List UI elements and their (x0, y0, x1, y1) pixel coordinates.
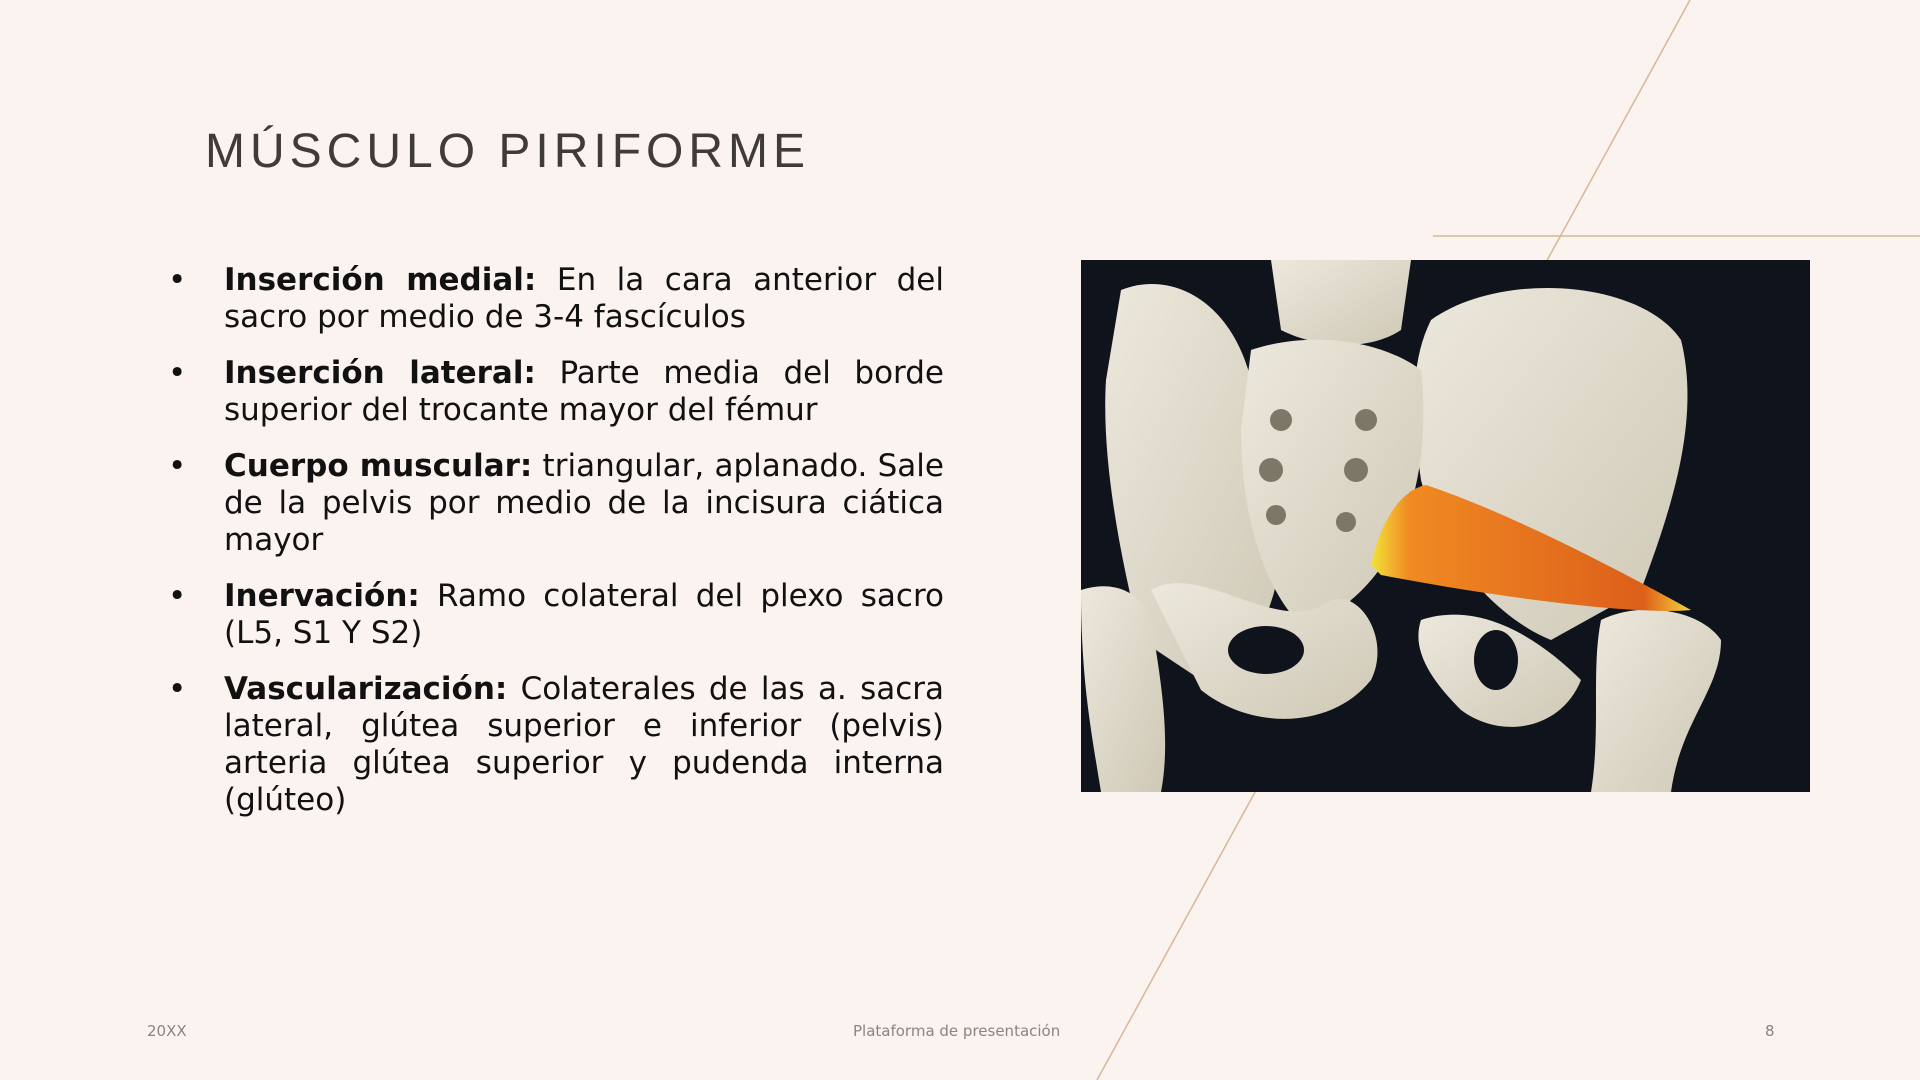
bullet-text: En la cara anterior del sacro por medio de 3-4 fascículos (224, 262, 944, 335)
bullet-text: Parte media del borde superior del trocante mayor del fémur (224, 355, 945, 428)
bullet-item-vascularizacion (168, 671, 944, 819)
footer-date: 20XX (147, 1022, 187, 1040)
pelvis-anatomy-image (1081, 260, 1810, 792)
bullet-term: Vascularización: (224, 671, 508, 707)
pelvis-illustration (1081, 260, 1810, 792)
footer-presentation-name: Plataforma de presentación (853, 1022, 1061, 1040)
bullet-item-inervacion (168, 578, 944, 652)
bullet-item-insercion-lateral (168, 355, 944, 429)
bullet-term: Inserción medial: (224, 262, 537, 298)
bullet-item-insercion-medial (168, 262, 944, 336)
bullet-list (168, 262, 944, 838)
bullet-icon: • (168, 671, 187, 707)
bullet-term: Inervación: (224, 578, 420, 614)
slide-title: MÚSCULO PIRIFORME (205, 125, 811, 178)
bullet-term: Cuerpo muscular: (224, 448, 533, 484)
bullet-term: Inserción lateral: (224, 355, 536, 391)
bullet-item-cuerpo-muscular (168, 448, 944, 559)
bullet-icon: • (168, 448, 187, 484)
bullet-icon: • (168, 262, 187, 298)
bullet-icon: • (168, 355, 187, 391)
bullet-text: Colaterales de las a. sacra lateral, glútea superior e inferior (pelvis) arteria glútea superior y pudenda interna (glúteo) (224, 671, 944, 818)
bullet-icon: • (168, 578, 187, 614)
bullet-text: triangular, aplanado. Sale de la pelvis por medio de la incisura ciática mayor (224, 448, 944, 558)
bullet-text: Ramo colateral del plexo sacro (L5, S1 Y S2) (224, 578, 944, 651)
footer-page-number: 8 (1765, 1022, 1775, 1040)
